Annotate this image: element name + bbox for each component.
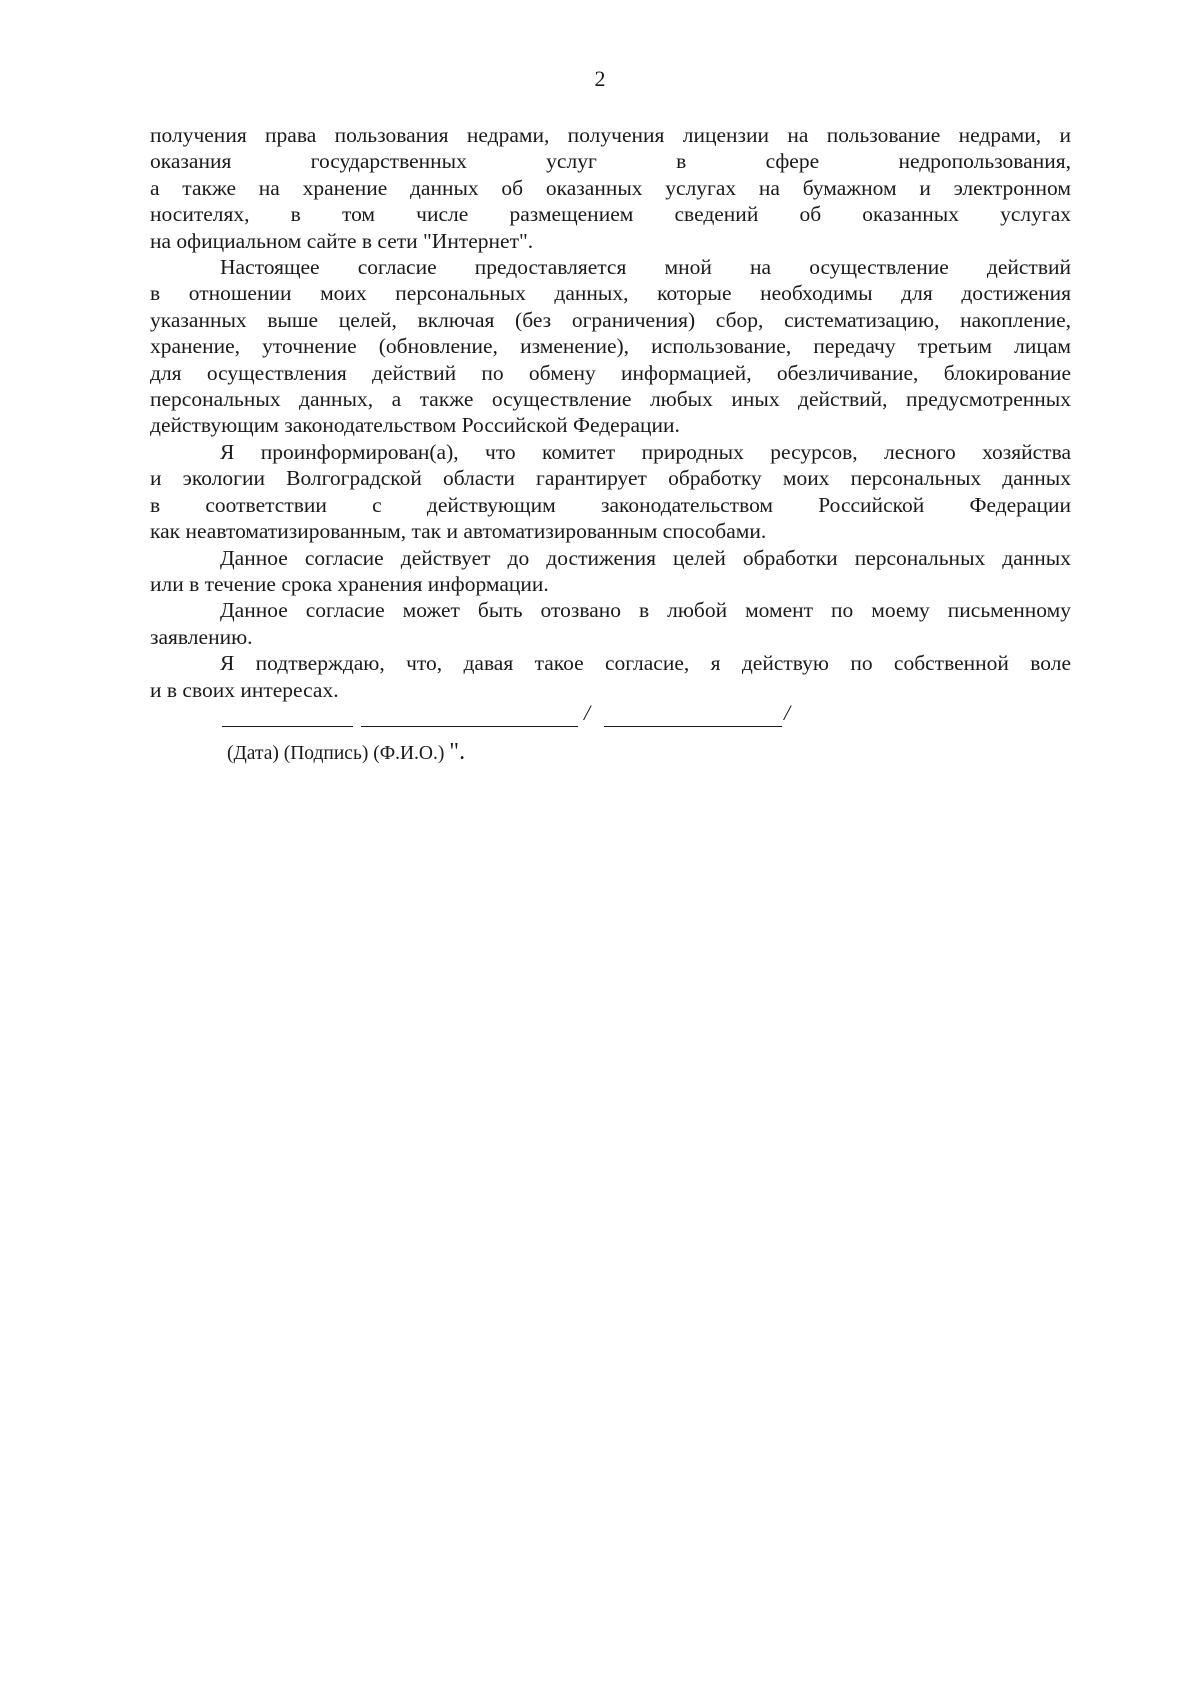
text-line: Я проинформирован(а), что комитет природных ресурсов, лесного хозяйства xyxy=(220,439,1071,464)
text-line: носителях, в том числе размещением сведений об оказанных услугах xyxy=(150,202,1071,227)
text-line: и экологии Волгоградской области гарантирует обработку моих персональных данных xyxy=(150,466,1071,491)
text-line: а также на хранение данных об оказанных услугах на бумажном и электронном xyxy=(150,175,1071,200)
closing-quote: ". xyxy=(449,739,466,765)
signature-caption-text: (Дата) (Подпись) (Ф.И.О.) xyxy=(227,743,445,764)
text-line: Настоящее согласие предоставляется мной на осуществление действий xyxy=(220,255,1071,280)
text-line: или в течение срока хранения информации. xyxy=(150,571,549,596)
signature-caption xyxy=(227,740,465,766)
signature-separator: / xyxy=(584,700,591,725)
page-number: 2 xyxy=(594,66,606,91)
paragraph-purpose-continuation xyxy=(150,122,1071,254)
paragraph-committee-guarantee xyxy=(150,439,1071,545)
text-line: Данное согласие действует до достижения целей обработки персональных данных xyxy=(220,545,1071,570)
text-line: для осуществления действий по обмену информацией, обезличивание, блокирование xyxy=(150,360,1071,385)
text-line: в отношении моих персональных данных, которые необходимы для достижения xyxy=(150,281,1071,306)
text-line: в соответствии с действующим законодательством Российской Федерации xyxy=(150,492,1071,517)
text-line: персональных данных, а также осуществление любых иных действий, предусмотренных xyxy=(150,387,1071,412)
signature-blank-line[interactable] xyxy=(361,726,578,727)
text-line: на официальном сайте в сети "Интернет". xyxy=(150,228,534,253)
text-line: получения права пользования недрами, получения лицензии на пользование недрами, и xyxy=(150,123,1071,147)
full-name-blank-line[interactable] xyxy=(604,726,782,727)
text-line: хранение, уточнение (обновление, изменение), использование, передачу третьим лицам xyxy=(150,334,1071,359)
signature-separator: / xyxy=(784,700,791,725)
paragraph-consent-scope xyxy=(150,254,1071,439)
paragraph-revocation xyxy=(150,597,1071,650)
text-line: Я подтверждаю, что, давая такое согласие, я действую по собственной воле xyxy=(220,651,1071,676)
signature-block xyxy=(222,700,822,770)
text-line: Данное согласие может быть отозвано в любой момент по моему письменному xyxy=(220,598,1071,623)
document-body xyxy=(150,122,1071,703)
text-line: заявлению. xyxy=(150,624,253,649)
text-line: и в своих интересах. xyxy=(150,677,339,702)
text-line: оказания государственных услуг в сфере недропользования, xyxy=(150,149,1071,174)
date-blank-line[interactable] xyxy=(222,726,353,727)
text-line: как неавтоматизированным, так и автоматизированным способами. xyxy=(150,519,767,544)
text-line: указанных выше целей, включая (без ограничения) сбор, систематизацию, накопление, xyxy=(150,307,1071,332)
paragraph-confirmation xyxy=(150,650,1071,703)
text-line: действующим законодательством Российской Федерации. xyxy=(150,413,680,438)
paragraph-validity-period xyxy=(150,545,1071,598)
